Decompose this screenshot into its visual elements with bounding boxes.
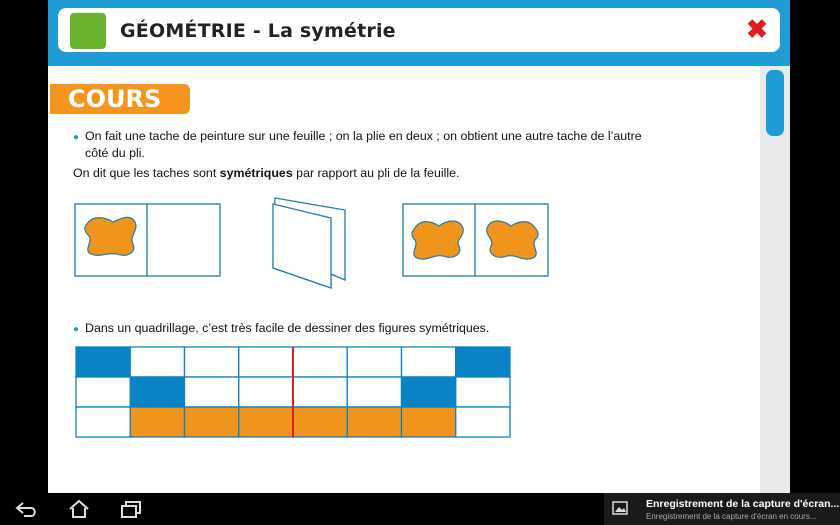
grid-cell bbox=[456, 377, 510, 407]
grid-cell bbox=[456, 407, 510, 437]
sheet-with-two-stains bbox=[403, 204, 548, 276]
scrollbar-thumb[interactable] bbox=[766, 70, 784, 136]
grid-cell bbox=[130, 407, 184, 437]
bullet-icon: ● bbox=[73, 132, 80, 143]
grid-cell bbox=[347, 407, 401, 437]
paragraph-symmetric-definition bbox=[73, 165, 459, 182]
grid-cell bbox=[402, 377, 456, 407]
cours-badge-label: COURS bbox=[68, 85, 162, 113]
screenshot-notification[interactable] bbox=[604, 493, 840, 525]
paragraph-grid-intro bbox=[73, 320, 489, 338]
recent-apps-icon[interactable] bbox=[118, 499, 144, 519]
paragraph-grid-intro-text: Dans un quadrillage, c’est très facile de dessiner des figures symétriques. bbox=[85, 321, 490, 335]
grid-cell bbox=[239, 347, 293, 377]
page-title: GÉOMÉTRIE - La symétrie bbox=[120, 20, 396, 42]
grid-cell bbox=[130, 377, 184, 407]
grid-cell bbox=[456, 347, 510, 377]
bullet-icon: ● bbox=[73, 324, 80, 335]
grid-cell bbox=[293, 407, 347, 437]
app-window bbox=[48, 0, 790, 493]
grid-cell bbox=[239, 407, 293, 437]
grid-cell bbox=[402, 407, 456, 437]
grid-cell bbox=[347, 377, 401, 407]
definition-keyword: symétriques bbox=[219, 166, 293, 180]
grid-cell bbox=[293, 347, 347, 377]
grid-cell bbox=[293, 377, 347, 407]
header-bar bbox=[58, 8, 780, 52]
sheet-with-one-stain bbox=[75, 204, 220, 276]
grid-cell bbox=[76, 347, 130, 377]
grid-cell bbox=[76, 407, 130, 437]
paint-stain bbox=[85, 217, 136, 255]
paint-stain bbox=[412, 221, 463, 259]
definition-text-before: On dit que les taches sont bbox=[73, 166, 220, 180]
folded-sheet bbox=[273, 198, 345, 288]
grid-cell bbox=[130, 347, 184, 377]
cours-badge bbox=[50, 84, 190, 114]
subject-color-tile bbox=[70, 13, 106, 49]
folding-illustration bbox=[73, 196, 553, 296]
home-icon[interactable] bbox=[66, 499, 92, 519]
lesson-content[interactable] bbox=[48, 66, 790, 493]
notification-title: Enregistrement de la capture d'écran... bbox=[646, 498, 840, 510]
paragraph-paint-stain-text: On fait une tache de peinture sur une feuille ; on la plie en deux ; on obtient une autre tache de l’autre bbox=[85, 129, 642, 143]
back-icon[interactable] bbox=[14, 499, 40, 519]
grid-cell bbox=[76, 377, 130, 407]
grid-cell bbox=[239, 377, 293, 407]
paragraph-paint-stain-continued: côté du pli. bbox=[85, 146, 145, 160]
image-icon bbox=[612, 501, 628, 515]
notification-subtitle: Enregistrement de la capture d'écran en cours... bbox=[646, 512, 817, 521]
grid-cell bbox=[402, 347, 456, 377]
grid-cell bbox=[185, 377, 239, 407]
symmetry-grid bbox=[75, 346, 515, 442]
system-taskbar bbox=[0, 493, 840, 525]
grid-cell bbox=[347, 347, 401, 377]
definition-text-after: par rapport au pli de la feuille. bbox=[292, 166, 460, 180]
grid-cell bbox=[185, 407, 239, 437]
paragraph-paint-stain bbox=[73, 128, 713, 146]
grid-cell bbox=[185, 347, 239, 377]
paint-stain-mirror bbox=[487, 221, 538, 259]
close-button[interactable]: ✖ bbox=[746, 14, 768, 44]
